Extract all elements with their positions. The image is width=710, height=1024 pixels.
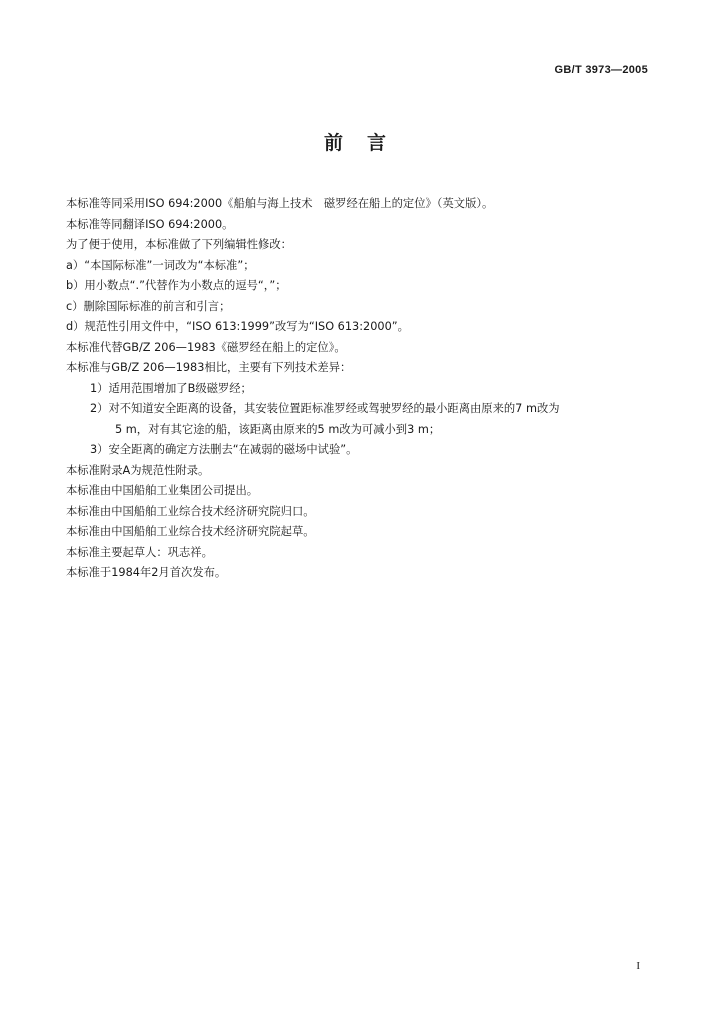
list-item: d）规范性引用文件中，“ISO 613:1999”改写为“ISO 613:2000”。 (66, 320, 409, 333)
paragraph-line: 为了便于使用，本标准做了下列编辑性修改： (66, 238, 292, 251)
paragraph-line: 本标准主要起草人：巩志祥。 (66, 545, 213, 559)
paragraph-line: 本标准代替GB/Z 206—1983《磁罗经在船上的定位》。 (66, 340, 346, 354)
list-item: c）删除国际标准的前言和引言； (66, 299, 231, 313)
list-item: 3）安全距离的确定方法删去“在减弱的磁场中试验”。 (90, 443, 358, 456)
page-number: I (636, 960, 640, 972)
list-item: 2）对不知道安全距离的设备，其安装位置距标准罗经或驾驶罗经的最小距离由原来的7 m改为 (90, 402, 560, 415)
paragraph-line: 本标准于1984年2月首次发布。 (66, 566, 227, 579)
standard-code: GB/T 3973—2005 (554, 64, 648, 76)
list-item: 1）适用范围增加了B级磁罗经； (90, 381, 252, 395)
paragraph-line: 本标准由中国船舶工业综合技术经济研究院起草。 (66, 525, 315, 538)
paragraph-line: 本标准附录A为规范性附录。 (66, 463, 210, 477)
list-item: a）“本国际标准”一词改为“本标准”； (66, 258, 255, 272)
list-item-continuation: 5 m，对有其它途的船，该距离由原来的5 m改为可减小到3 m； (115, 422, 441, 436)
list-item: b）用小数点“.”代替作为小数点的逗号“，”； (66, 279, 287, 292)
foreword-body (66, 194, 656, 584)
paragraph-line: 本标准与GB/Z 206—1983相比，主要有下列技术差异： (66, 361, 352, 374)
paragraph-line: 本标准由中国船舶工业综合技术经济研究院归口。 (66, 504, 315, 518)
paragraph-line: 本标准等同采用ISO 694:2000《船舶与海上技术 磁罗经在船上的定位》（英文版）。 (66, 197, 494, 210)
paragraph-line: 本标准由中国船舶工业集团公司提出。 (66, 484, 259, 497)
page-title: 前言 (323, 132, 410, 154)
paragraph-line: 本标准等同翻译ISO 694:2000。 (66, 217, 234, 231)
